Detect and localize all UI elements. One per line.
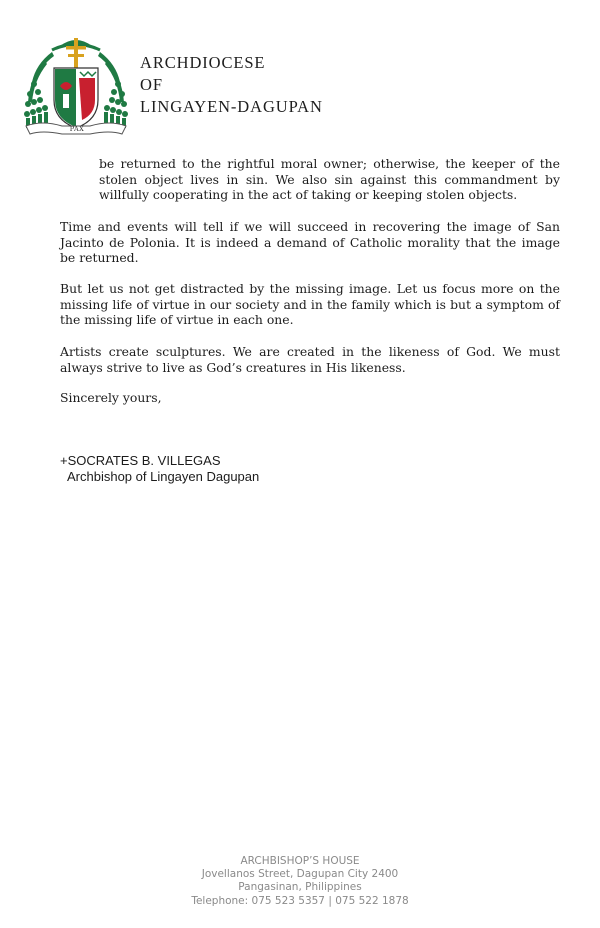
footer-line-4: Telephone: 075 523 5357 | 075 522 1878: [191, 894, 409, 907]
body-paragraph: Time and events will tell if we will succeed in recovering the image of San Jacinto de Polonia. It is indeed a demand of Catholic morality that the image be returned.: [60, 219, 560, 266]
org-name-line-1: ARCHDIOCESE: [140, 53, 266, 72]
footer-line-1: ARCHBISHOP’S HOUSE: [240, 855, 360, 867]
coat-of-arms-logo: [22, 30, 130, 140]
closing-salutation: Sincerely yours,: [60, 390, 162, 405]
signatory-name: +SOCRATES B. VILLEGAS: [60, 453, 221, 468]
continued-paragraph: be returned to the rightful moral owner; otherwise, the keeper of the stolen object lives in sin. We also sin against this commandment by willfully cooperating in the act of taking or keeping stolen objects.: [99, 156, 560, 203]
footer-address: [0, 855, 600, 908]
footer-line-2: Jovellanos Street, Dagupan City 2400: [201, 868, 399, 881]
signature-block: [60, 453, 259, 485]
org-name-line-3: LINGAYEN-DAGUPAN: [140, 97, 323, 116]
signatory-title: Archbishop of Lingayen Dagupan: [67, 469, 260, 484]
organization-name: [140, 52, 323, 118]
body-paragraph: But let us not get distracted by the missing image. Let us focus more on the missing life of virtue in our society and in the family which is but a symptom of the missing life of virtue in each one.: [60, 281, 560, 328]
org-name-line-2: OF: [140, 75, 163, 94]
letterhead: [22, 30, 382, 142]
crest-motto: PAX: [69, 125, 85, 133]
body-paragraph: Artists create sculptures. We are created in the likeness of God. We must always strive to live as God’s creatures in His likeness.: [60, 344, 560, 375]
footer-line-3: Pangasinan, Philippines: [238, 881, 362, 894]
